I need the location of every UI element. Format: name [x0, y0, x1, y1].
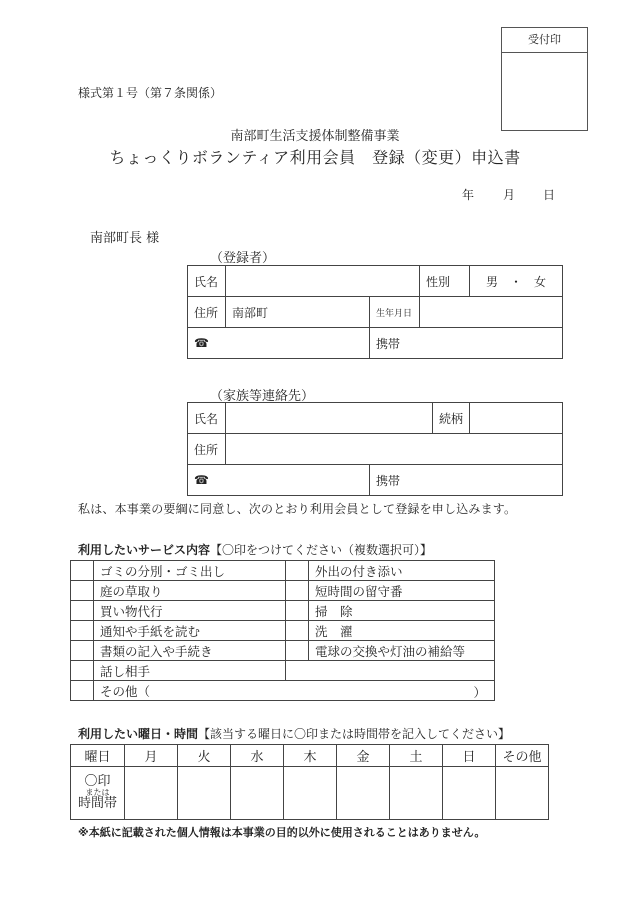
schedule-cell-thu[interactable]: [284, 767, 337, 820]
date-year: 年: [462, 188, 475, 202]
service-checkbox[interactable]: [71, 661, 94, 681]
form-number: 様式第１号（第７条関係）: [78, 86, 223, 100]
registrant-phone-field[interactable]: [188, 328, 370, 359]
service-checkbox[interactable]: [286, 621, 309, 641]
phone-icon: ☎: [194, 473, 209, 487]
service-item: 掃 除: [309, 601, 495, 621]
schedule-heading-rest: 【該当する曜日に〇印または時間帯を記入してください】: [198, 727, 511, 741]
service-other-field[interactable]: [94, 681, 495, 701]
phone-icon: ☎: [194, 336, 209, 350]
agreement-text: 私は、本事業の要綱に同意し、次のとおり利用会員として登録を申し込みます。: [78, 502, 517, 516]
services-heading-bold: 利用したいサービス内容: [78, 543, 211, 557]
registrant-gender-label: 性別: [420, 266, 470, 297]
service-row: [71, 661, 495, 681]
registrant-gender-options[interactable]: 男 ・ 女: [470, 266, 563, 297]
service-checkbox[interactable]: [71, 641, 94, 661]
schedule-heading: [78, 725, 510, 742]
schedule-col-sat: 土: [390, 745, 443, 767]
service-item-empty: [286, 661, 495, 681]
service-other-label: その他（: [100, 683, 151, 699]
schedule-col-fri: 金: [337, 745, 390, 767]
service-checkbox[interactable]: [286, 561, 309, 581]
schedule-cell-other[interactable]: [496, 767, 549, 820]
schedule-col-tue: 火: [178, 745, 231, 767]
family-table: [187, 402, 563, 496]
schedule-col-sun: 日: [443, 745, 496, 767]
family-mobile-label: 携帯: [376, 473, 401, 488]
reception-stamp-box: [501, 27, 588, 131]
service-checkbox[interactable]: [71, 681, 94, 701]
privacy-note: ※本紙に記載された個人情報は本事業の目的以外に使用されることはありません。: [78, 826, 486, 839]
service-checkbox[interactable]: [71, 581, 94, 601]
schedule-cell-tue[interactable]: [178, 767, 231, 820]
service-checkbox[interactable]: [71, 561, 94, 581]
registrant-table: [187, 265, 563, 359]
schedule-col-thu: 木: [284, 745, 337, 767]
service-checkbox[interactable]: [286, 601, 309, 621]
schedule-row-label-3: 時間帯: [77, 796, 117, 812]
service-other-close: ）: [473, 685, 486, 700]
registrant-birth-label: 生年月日: [370, 297, 420, 328]
schedule-cell-wed[interactable]: [231, 767, 284, 820]
family-name-label: 氏名: [188, 403, 226, 434]
schedule-heading-bold: 利用したい曜日・時間: [78, 727, 199, 741]
family-phone-field[interactable]: [188, 465, 370, 496]
services-heading-rest: 【〇印をつけてください（複数選択可）】: [210, 543, 433, 557]
service-item: 洗 濯: [309, 621, 495, 641]
registrant-address-label: 住所: [188, 297, 226, 328]
service-item: 書類の記入や手続き: [94, 641, 286, 661]
stamp-label: 受付印: [502, 28, 587, 53]
service-item: 買い物代行: [94, 601, 286, 621]
service-item: 外出の付き添い: [309, 561, 495, 581]
service-item: 話し相手: [94, 661, 286, 681]
form-title: ちょっくりボランティア利用会員 登録（変更）申込書: [109, 148, 521, 167]
service-row: [71, 561, 495, 581]
service-item: 庭の草取り: [94, 581, 286, 601]
date-day: 日: [543, 188, 556, 202]
registrant-name-field[interactable]: [226, 266, 420, 297]
family-mobile-field[interactable]: [370, 465, 563, 496]
family-name-field[interactable]: [226, 403, 433, 434]
services-heading: [78, 541, 432, 558]
registrant-mobile-label: 携帯: [376, 336, 401, 351]
schedule-row-label-1: 〇印: [84, 774, 111, 790]
schedule-col-other: その他: [496, 745, 549, 767]
service-item: 通知や手紙を読む: [94, 621, 286, 641]
registrant-section-label: （登録者）: [210, 251, 276, 266]
service-checkbox[interactable]: [71, 601, 94, 621]
services-table: [70, 560, 495, 701]
schedule-row-label-2: または: [85, 787, 110, 797]
service-checkbox[interactable]: [286, 581, 309, 601]
family-relation-label: 続柄: [433, 403, 470, 434]
schedule-col-mon: 月: [125, 745, 178, 767]
family-section-label: （家族等連絡先）: [210, 389, 315, 404]
schedule-cell-fri[interactable]: [337, 767, 390, 820]
registrant-mobile-field[interactable]: [370, 328, 563, 359]
service-checkbox[interactable]: [71, 621, 94, 641]
family-relation-field[interactable]: [470, 403, 563, 434]
addressee: 南部町長 様: [90, 231, 160, 246]
service-row: [71, 581, 495, 601]
service-checkbox[interactable]: [286, 641, 309, 661]
service-row-other: [71, 681, 495, 701]
family-address-field[interactable]: [226, 434, 563, 465]
schedule-cell-sat[interactable]: [390, 767, 443, 820]
registrant-address-field[interactable]: 南部町: [226, 297, 370, 328]
schedule-cell-sun[interactable]: [443, 767, 496, 820]
service-row: [71, 641, 495, 661]
schedule-col-label: 曜日: [71, 745, 125, 767]
service-item: 電球の交換や灯油の補給等: [309, 641, 495, 661]
registrant-name-label: 氏名: [188, 266, 226, 297]
service-item: 短時間の留守番: [309, 581, 495, 601]
schedule-row-label: [71, 767, 125, 820]
form-subtitle: 南部町生活支援体制整備事業: [230, 129, 400, 144]
schedule-table: [70, 744, 549, 820]
registrant-birth-field[interactable]: [420, 297, 563, 328]
service-row: [71, 621, 495, 641]
family-address-label: 住所: [188, 434, 226, 465]
date-month: 月: [503, 188, 516, 202]
service-item: ゴミの分別・ゴミ出し: [94, 561, 286, 581]
schedule-col-wed: 水: [231, 745, 284, 767]
service-row: [71, 601, 495, 621]
schedule-cell-mon[interactable]: [125, 767, 178, 820]
